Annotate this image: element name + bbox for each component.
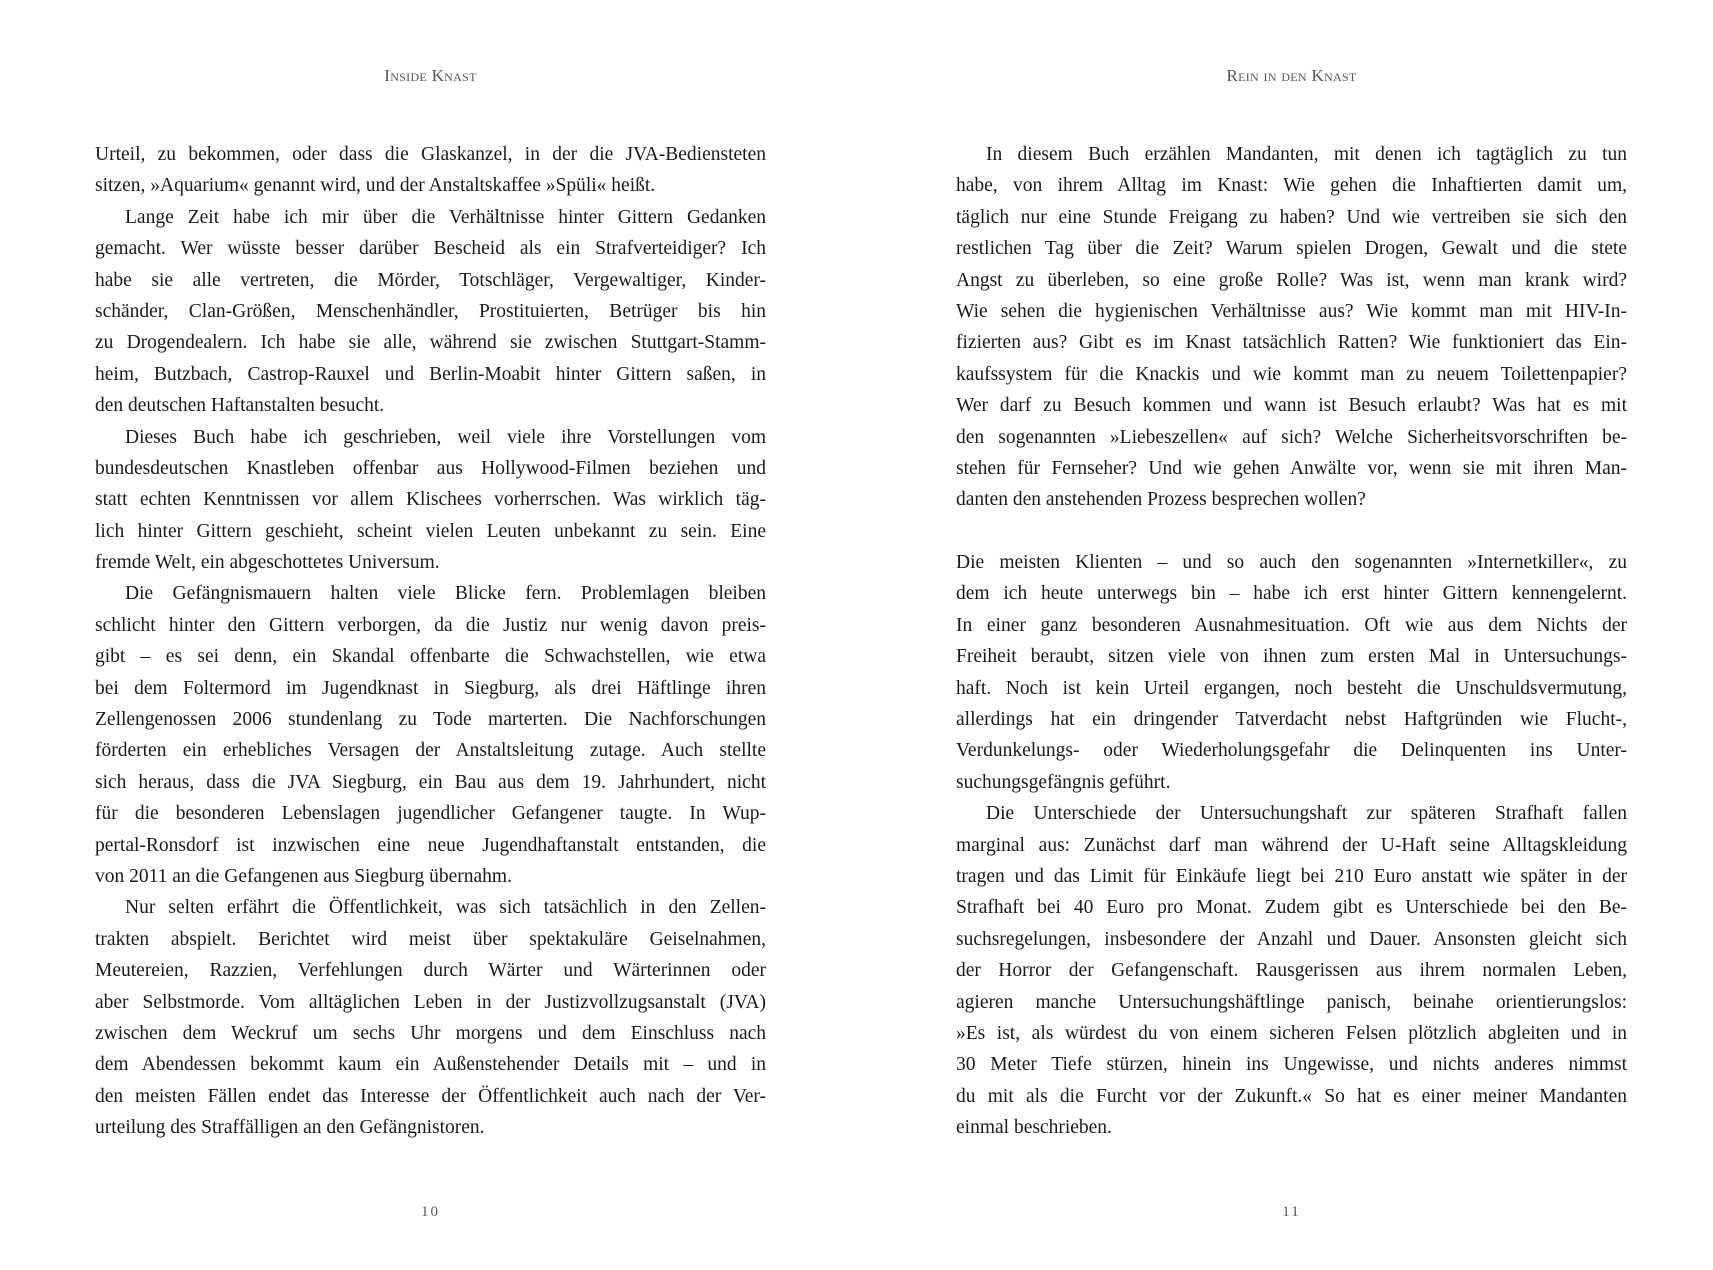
running-head: Rein in den Knast: [1226, 66, 1357, 85]
text-line: Die meisten Klienten – und so auch den sogenannten »Internetkiller«, zu: [956, 552, 1627, 574]
text-line: trakten abspielt. Berichtet wird meist über spektakuläre Geiselnahmen,: [95, 928, 766, 950]
text-line: Die Unterschiede der Untersuchungshaft zur späteren Strafhaft fallen: [986, 803, 1627, 825]
text-line: bei dem Foltermord im Jugendknast in Siegburg, als drei Häftlinge ihren: [95, 677, 766, 699]
paragraph: [95, 139, 766, 202]
text-line: marginal aus: Zunächst darf man während der U-Haft seine Alltagskleidung: [956, 834, 1627, 856]
text-line: zwischen dem Weckruf um sechs Uhr morgens und dem Einschluss nach: [95, 1022, 766, 1044]
text-line: allerdings hat ein dringender Tatverdacht nebst Haftgründen wie Flucht-,: [956, 709, 1627, 731]
text-line: förderten ein erhebliches Versagen der Anstaltsleitung zutage. Auch stellte: [95, 740, 766, 762]
text-line: pertal-Ronsdorf ist inzwischen eine neue Jugendhaftanstalt entstanden, die: [95, 834, 766, 856]
text-line: den sogenannten »Liebeszellen« auf sich? Welche Sicherheitsvorschriften be-: [956, 426, 1627, 448]
body-text: [95, 139, 766, 1144]
text-line: fremde Welt, ein abgeschottetes Universum.: [95, 552, 440, 574]
running-head: Inside Knast: [384, 66, 477, 85]
text-line: fizierten aus? Gibt es im Knast tatsächlich Ratten? Wie funktioniert das Ein-: [956, 332, 1627, 354]
text-line: Nur selten erfährt die Öffentlichkeit, was sich tatsächlich in den Zellen-: [125, 897, 766, 919]
text-line: bundesdeutschen Knastleben offenbar aus Hollywood-Filmen beziehen und: [95, 457, 766, 479]
text-line: einmal beschrieben.: [956, 1117, 1112, 1139]
text-line: danten den anstehenden Prozess besprechen wollen?: [956, 489, 1366, 511]
text-line: dem ich heute unterwegs bin – habe ich erst hinter Gittern kennengelernt.: [956, 583, 1627, 605]
text-line: Wie sehen die hygienischen Verhältnisse aus? Wie kommt man mit HIV-In-: [956, 300, 1627, 322]
text-line: sitzen, »Aquarium« genannt wird, und der Anstaltskaffee »Spüli« heißt.: [95, 175, 656, 197]
body-text: [956, 139, 1627, 1144]
paragraph: [956, 547, 1627, 798]
text-line: restlichen Tag über die Zeit? Warum spielen Drogen, Gewalt und die stete: [956, 238, 1627, 260]
text-line: Meutereien, Razzien, Verfehlungen durch Wärter und Wärterinnen oder: [95, 960, 766, 982]
paragraph: [95, 892, 766, 1143]
text-line: habe, von ihrem Alltag im Knast: Wie gehen die Inhaftierten damit um,: [956, 175, 1627, 197]
left-page: [95, 0, 766, 1270]
page-number: 10: [421, 1204, 440, 1220]
text-line: schänder, Clan-Größen, Menschenhändler, Prostituierten, Betrüger bis hin: [95, 300, 766, 322]
text-line: »Es ist, als würdest du von einem sicheren Felsen plötzlich abgleiten und in: [956, 1022, 1627, 1044]
paragraph: [95, 578, 766, 892]
text-line: Wer darf zu Besuch kommen und wann ist Besuch erlaubt? Was hat es mit: [956, 395, 1627, 417]
text-line: Freiheit beraubt, sitzen viele von ihnen zum ersten Mal in Untersuchungs-: [956, 646, 1627, 668]
text-line: den meisten Fällen endet das Interesse der Öffentlichkeit auch nach der Ver-: [95, 1085, 766, 1107]
text-line: In diesem Buch erzählen Mandanten, mit denen ich tagtäglich zu tun: [986, 144, 1627, 165]
text-line: dem Abendessen bekommt kaum ein Außenstehender Details mit – und in: [95, 1054, 766, 1076]
text-line: schlicht hinter den Gittern verborgen, da die Justiz nur wenig davon preis-: [95, 614, 766, 636]
text-line: Urteil, zu bekommen, oder dass die Glaskanzel, in der die JVA-Bediensteten: [95, 144, 766, 165]
text-line: sich heraus, dass die JVA Siegburg, ein Bau aus dem 19. Jahrhundert, nicht: [95, 771, 766, 793]
paragraph: [956, 139, 1627, 516]
text-line: du mit als die Furcht vor der Zukunft.« So hat es einer meiner Mandanten: [956, 1085, 1627, 1107]
text-line: zu Drogendealern. Ich habe sie alle, während sie zwischen Stuttgart-Stamm-: [95, 332, 766, 354]
text-line: Angst zu überleben, so eine große Rolle? Was ist, wenn man krank wird?: [956, 269, 1627, 291]
text-line: von 2011 an die Gefangenen aus Siegburg übernahm.: [95, 865, 512, 887]
text-line: heim, Butzbach, Castrop-Rauxel und Berlin-Moabit hinter Gittern saßen, in: [95, 363, 766, 385]
text-line: suchungsgefängnis geführt.: [956, 771, 1171, 793]
text-line: tragen und das Limit für Einkäufe liegt bei 210 Euro anstatt wie später in der: [956, 865, 1627, 887]
paragraph: [95, 422, 766, 579]
text-line: habe sie alle vertreten, die Mörder, Totschläger, Vergewaltiger, Kinder-: [95, 269, 766, 291]
text-line: den deutschen Haftanstalten besucht.: [95, 395, 385, 417]
text-line: Strafhaft bei 40 Euro pro Monat. Zudem gibt es Unterschiede bei den Be-: [956, 897, 1627, 919]
text-line: suchsregelungen, insbesondere der Anzahl und Dauer. Ansonsten gleicht sich: [956, 928, 1627, 950]
text-line: haft. Noch ist kein Urteil ergangen, noch besteht die Unschuldsvermutung,: [956, 677, 1627, 699]
text-line: 30 Meter Tiefe stürzen, hinein ins Ungewisse, und nichts anderes nimmst: [956, 1054, 1627, 1076]
text-line: agieren manche Untersuchungshäftlinge panisch, beinahe orientierungslos:: [956, 991, 1627, 1013]
text-line: täglich nur eine Stunde Freigang zu haben? Und wie vertreiben sie sich den: [956, 206, 1627, 228]
paragraph: [956, 798, 1627, 1143]
text-line: der Horror der Gefangenschaft. Rausgerissen aus ihrem normalen Leben,: [956, 960, 1627, 982]
text-line: für die besonderen Lebenslagen jugendlicher Gefangener taugte. In Wup-: [95, 803, 766, 825]
text-line: gemacht. Wer wüsste besser darüber Bescheid als ein Strafverteidiger? Ich: [95, 238, 766, 260]
text-line: Verdunkelungs- oder Wiederholungsgefahr die Delinquenten ins Unter-: [956, 740, 1627, 762]
page-number: 11: [1282, 1204, 1301, 1220]
right-page: [956, 0, 1627, 1270]
text-line: stehen für Fernseher? Und wie gehen Anwälte vor, wenn sie mit ihren Man-: [956, 457, 1627, 479]
text-line: Die Gefängnismauern halten viele Blicke fern. Problemlagen bleiben: [125, 583, 766, 605]
text-line: Zellengenossen 2006 stundenlang zu Tode marterten. Die Nachforschungen: [95, 709, 766, 731]
text-line: statt echten Kenntnissen vor allem Klischees vorherrschen. Was wirklich täg-: [95, 489, 766, 511]
text-line: Lange Zeit habe ich mir über die Verhältnisse hinter Gittern Gedanken: [125, 206, 766, 228]
text-line: gibt – es sei denn, ein Skandal offenbarte die Schwachstellen, wie etwa: [95, 646, 766, 668]
text-line: kaufssystem für die Knackis und wie kommt man zu neuem Toilettenpapier?: [956, 363, 1627, 385]
text-line: aber Selbstmorde. Vom alltäglichen Leben in der Justizvollzugsanstalt (JVA): [95, 991, 766, 1013]
text-line: In einer ganz besonderen Ausnahmesituation. Oft wie aus dem Nichts der: [956, 614, 1627, 636]
text-line: lich hinter Gittern geschieht, scheint vielen Leuten unbekannt zu sein. Eine: [95, 520, 766, 542]
text-line: urteilung des Straffälligen an den Gefängnistoren.: [95, 1117, 485, 1139]
text-line: Dieses Buch habe ich geschrieben, weil viele ihre Vorstellungen vom: [125, 426, 766, 448]
paragraph: [95, 202, 766, 422]
